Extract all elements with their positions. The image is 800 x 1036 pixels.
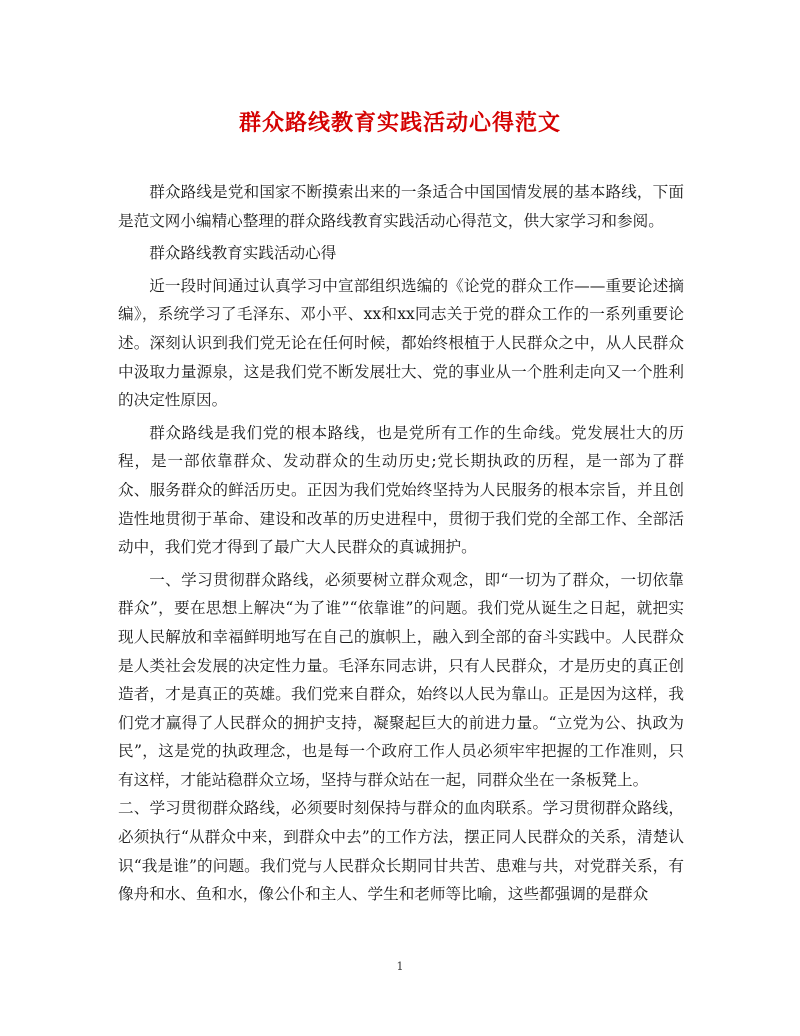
intro-paragraph: 群众路线是党和国家不断摸索出来的一条适合中国国情发展的基本路线，下面是范文网小编精心整理的群众路线教育实践活动心得范文，供大家学习和参阅。 [118, 183, 684, 230]
page-number: 1 [396, 960, 404, 973]
section-heading: 群众路线教育实践活动心得 [149, 244, 337, 263]
document-title: 群众路线教育实践活动心得范文 [238, 110, 561, 136]
body-paragraph: 群众路线是我们党的根本路线，也是党所有工作的生命线。党发展壮大的历程，是一部依靠群众、发动群众的生动历史;党长期执政的历程，是一部为了群众、服务群众的鲜活历史。正因为我们党始终坚持为人民服务的根本宗旨，并且创造性地贯彻于革命、建设和改革的历史进程中，贯彻于我们党的全部工作、全部活动中，我们党才得到了最广大人民群众的真诚拥护。 [118, 423, 684, 557]
body-paragraph: 二、学习贯彻群众路线，必须要时刻保持与群众的血肉联系。学习贯彻群众路线，必须执行“从群众中来，到群众中去”的工作方法，摆正同人民群众的关系，清楚认识“我是谁”的问题。我们党与人民群众长期同甘共苦、患难与共，对党群关系，有像舟和水、鱼和水，像公仆和主人、学生和老师等比喻，这些都强调的是群众 [118, 799, 684, 904]
body-paragraph: 近一段时间通过认真学习中宣部组织选编的《论党的群众工作——重要论述摘编》，系统学习了毛泽东、邓小平、xx和xx同志关于党的群众工作的一系列重要论述。深刻认识到我们党无论在任何时候，都始终根植于人民群众之中，从人民群众中汲取力量源泉，这是我们党不断发展壮大、党的事业从一个胜利走向又一个胜利的决定性原因。 [118, 276, 684, 410]
body-paragraph: 一、学习贯彻群众路线，必须要树立群众观念，即“一切为了群众，一切依靠群众”，要在思想上解决“为了谁”“依靠谁”的问题。我们党从诞生之日起，就把实现人民解放和幸福鲜明地写在自己的旗帜上，融入到全部的奋斗实践中。人民群众是人类社会发展的决定性力量。毛泽东同志讲，只有人民群众，才是历史的真正创造者，才是真正的英雄。我们党来自群众，始终以人民为靠山。正是因为这样，我们党才赢得了人民群众的拥护支持，凝聚起巨大的前进力量。“立党为公、执政为民”，这是党的执政理念，也是每一个政府工作人员必须牢牢把握的工作准则，只有这样，才能站稳群众立场，坚持与群众站在一起，同群众坐在一条板凳上。 [118, 570, 684, 789]
document-body [118, 178, 684, 909]
